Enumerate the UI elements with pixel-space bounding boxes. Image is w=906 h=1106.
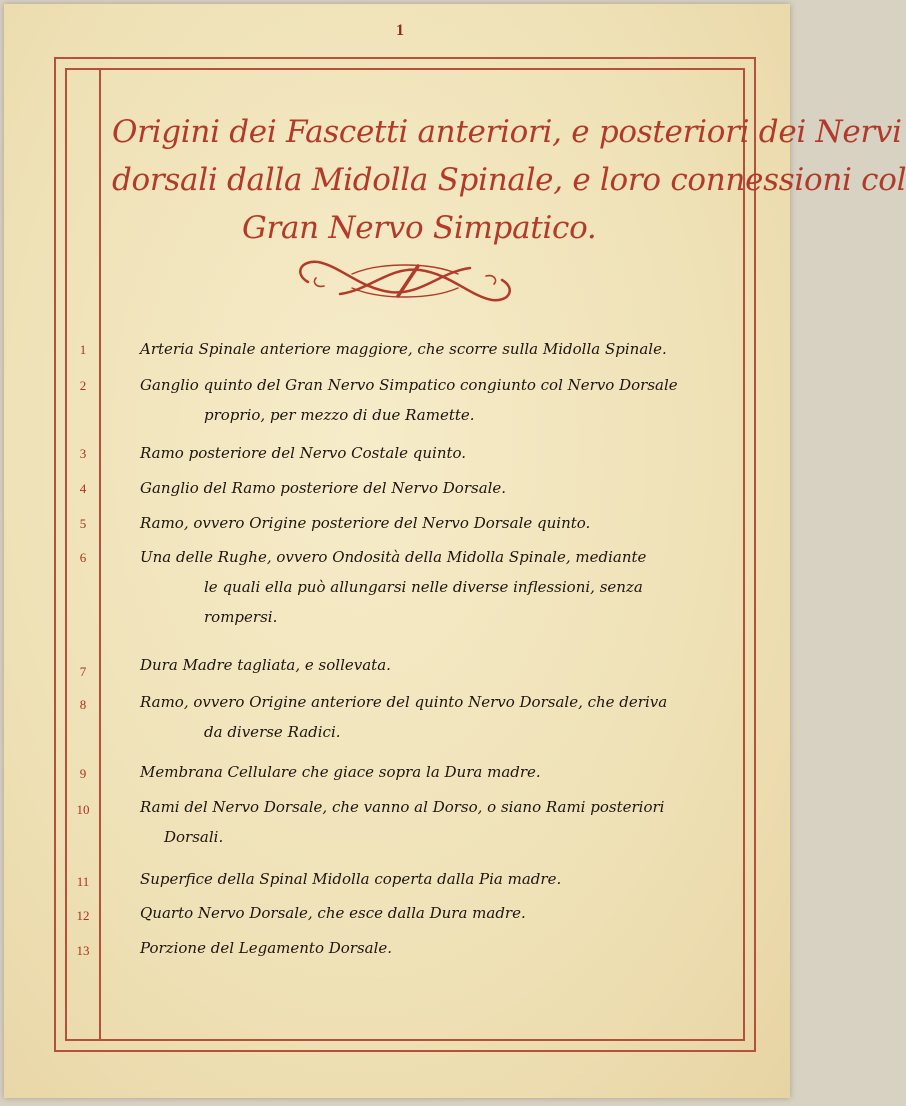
entry-text bbox=[140, 542, 730, 632]
entry-line: Ganglio quinto del Gran Nervo Simpatico congiunto col Nervo Dorsale bbox=[140, 376, 678, 394]
entry-number: 3 bbox=[79, 446, 87, 461]
entry-text bbox=[140, 473, 730, 503]
entry-number: 7 bbox=[79, 664, 87, 679]
entry-text bbox=[140, 650, 730, 680]
entry-text bbox=[140, 438, 730, 468]
entry-text bbox=[140, 370, 730, 430]
entry-number: 12 bbox=[76, 908, 90, 923]
entry-number: 10 bbox=[76, 802, 90, 817]
title-line-2: dorsali dalla Midolla Spinale, e loro connessioni col bbox=[112, 162, 906, 198]
entry-line: Ramo, ovvero Origine posteriore del Nervo Dorsale quinto. bbox=[140, 514, 591, 532]
entry-line: Ramo, ovvero Origine anteriore del quinto Nervo Dorsale, che deriva bbox=[140, 693, 668, 711]
entry-number: 11 bbox=[76, 874, 90, 889]
entry-continuation: le quali ella può allungarsi nelle diverse inflessioni, senza bbox=[204, 578, 643, 596]
entry-line: Arteria Spinale anteriore maggiore, che scorre sulla Midolla Spinale. bbox=[140, 340, 667, 358]
entry-text bbox=[140, 792, 730, 852]
entry-number: 2 bbox=[79, 378, 87, 393]
entry-line: Rami del Nervo Dorsale, che vanno al Dorso, o siano Rami posteriori bbox=[140, 798, 665, 816]
title-line-3: Gran Nervo Simpatico. bbox=[242, 210, 597, 246]
entry-text bbox=[140, 933, 730, 963]
entry-text bbox=[140, 687, 730, 747]
entry-line: Membrana Cellulare che giace sopra la Dura madre. bbox=[140, 763, 541, 781]
entry-number: 6 bbox=[79, 550, 87, 565]
entry-number: 8 bbox=[79, 697, 87, 712]
entry-text bbox=[140, 898, 730, 928]
entry-text bbox=[140, 864, 730, 894]
entry-line: Quarto Nervo Dorsale, che esce dalla Dura madre. bbox=[140, 904, 526, 922]
entry-line: Superfice della Spinal Midolla coperta dalla Pia madre. bbox=[140, 870, 562, 888]
entry-continuation: proprio, per mezzo di due Ramette. bbox=[204, 406, 475, 424]
entry-line: Porzione del Legamento Dorsale. bbox=[140, 939, 393, 957]
entry-continuation: rompersi. bbox=[204, 608, 278, 626]
entry-continuation: da diverse Radici. bbox=[204, 723, 341, 741]
entry-line: Una delle Rughe, ovvero Ondosità della Midolla Spinale, mediante bbox=[140, 548, 647, 566]
entry-text bbox=[140, 508, 730, 538]
entry-line: Ramo posteriore del Nervo Costale quinto. bbox=[140, 444, 467, 462]
entry-line: Dura Madre tagliata, e sollevata. bbox=[140, 656, 391, 674]
entry-number: 13 bbox=[76, 943, 90, 958]
entry-number: 5 bbox=[79, 516, 87, 531]
entry-number: 1 bbox=[79, 342, 87, 357]
page-title bbox=[112, 108, 906, 252]
entry-text bbox=[140, 334, 730, 364]
title-line-1: Origini dei Fascetti anteriori, e posteriori dei Nervi bbox=[112, 114, 902, 150]
entry-number: 9 bbox=[79, 766, 87, 781]
entry-text bbox=[140, 757, 730, 787]
entry-number: 4 bbox=[79, 481, 87, 496]
page-number: 1 bbox=[396, 22, 404, 39]
calligraphic-flourish-ornament bbox=[290, 252, 520, 310]
entry-continuation: Dorsali. bbox=[164, 828, 224, 846]
entry-line: Ganglio del Ramo posteriore del Nervo Dorsale. bbox=[140, 479, 507, 497]
